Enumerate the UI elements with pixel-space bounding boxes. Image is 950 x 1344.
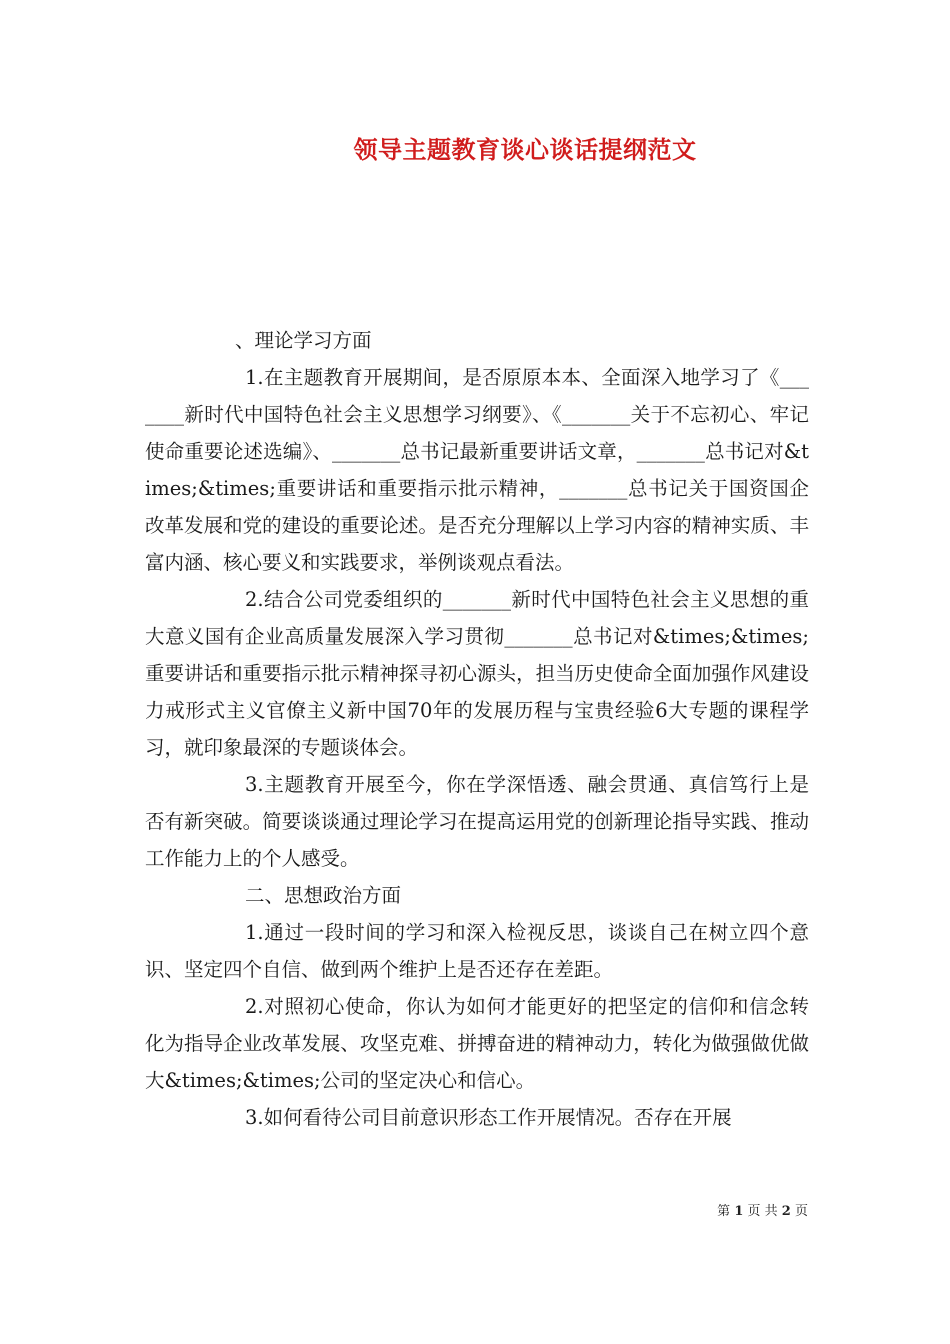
footer-prefix: 第 [717,1204,731,1219]
paragraph-politics-2: 2.对照初心使命，你认为如何才能更好的把坚定的信仰和信念转化为指导企业改革发展、攻坚克难、拼搏奋进的精神动力，转化为做强做优做大&times;&times;公司的坚定决心和信心。 [145,995,809,1092]
paragraph-politics-3: 3.如何看待公司目前意识形态工作开展情况。否存在开展 [245,1106,732,1129]
paragraph-theory-3: 3.主题教育开展至今，你在学深悟透、融会贯通、真信笃行上是否有新突破。简要谈谈通过理论学习在提高运用党的创新理论指导实践、推动工作能力上的个人感受。 [145,773,809,870]
footer-current-page: 1 [734,1204,744,1219]
paragraph-theory-1: 1.在主题教育开展期间，是否原原本本、全面深入地学习了《_______新时代中国特色社会主义思想学习纲要》、《_______关于不忘初心、牢记使命重要论述选编》、_______总书记最新重要讲话文章，_______总书记对&times;&times;重要讲话和重要指示批示精神，_______总书记关于国资国企改革发展和党的建设的重要论述。是否充分理解以上学习内容的精神实质、丰富内涵、核心要义和实践要求，举例谈观点看法。 [145,366,809,574]
document-title: 领导主题教育谈心谈话提纲范文 [353,135,697,164]
footer-suffix: 页 [794,1204,808,1219]
section-heading-theory: 、理论学习方面 [235,329,372,352]
document-body [145,322,809,1136]
paragraph-politics-1: 1.通过一段时间的学习和深入检视反思，谈谈自己在树立四个意识、坚定四个自信、做到两个维护上是否还存在差距。 [145,921,809,981]
footer-middle: 页 共 [747,1204,778,1219]
footer-total-pages: 2 [781,1204,791,1219]
page-number-footer [717,1203,808,1221]
paragraph-theory-2: 2.结合公司党委组织的_______新时代中国特色社会主义思想的重大意义国有企业高质量发展深入学习贯彻_______总书记对&times;&times;重要讲话和重要指示批示精神探寻初心源头，担当历史使命全面加强作风建设力戒形式主义官僚主义新中国70年的发展历程与宝贵经验6大专题的课程学习，就印象最深的专题谈体会。 [145,588,809,759]
section-heading-politics: 二、思想政治方面 [245,884,402,907]
